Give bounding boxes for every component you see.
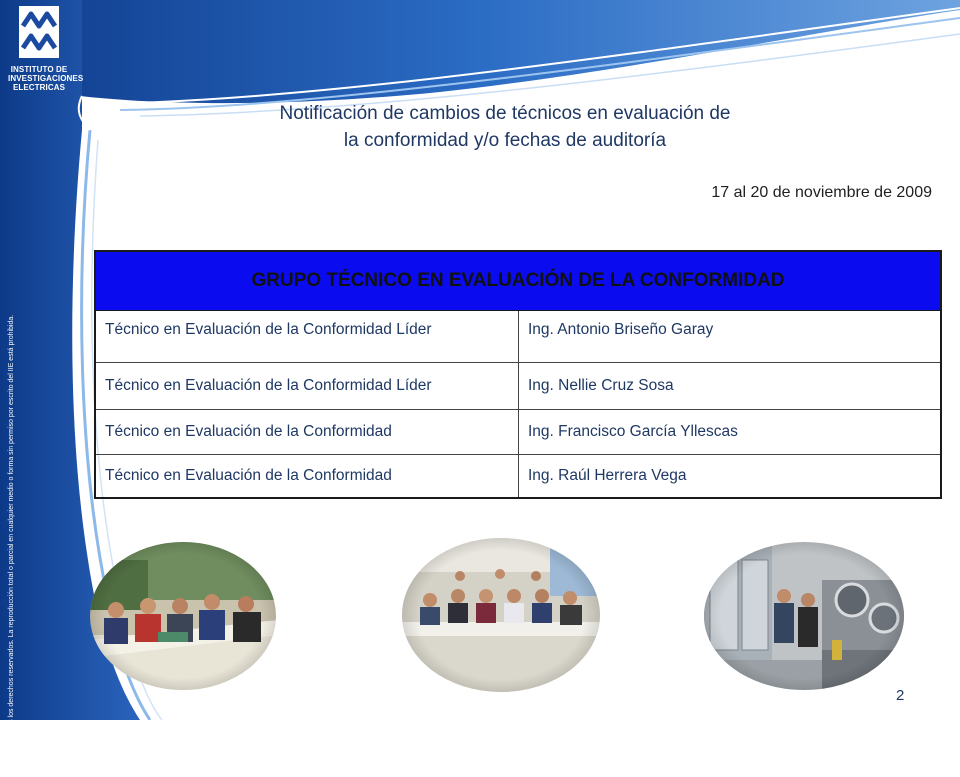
photo-laboratory — [702, 540, 906, 692]
table-header: GRUPO TÉCNICO EN EVALUACIÓN DE LA CONFORMIDAD — [95, 251, 941, 311]
role-cell: Técnico en Evaluación de la Conformidad — [95, 455, 519, 499]
logo-line-1: INSTITUTO DE — [10, 65, 68, 74]
role-cell: Técnico en Evaluación de la Conformidad — [95, 410, 519, 455]
name-cell: Ing. Nellie Cruz Sosa — [519, 363, 942, 410]
photo-meeting-1 — [88, 540, 278, 692]
event-date: 17 al 20 de noviembre de 2009 — [711, 184, 932, 201]
role-cell: Técnico en Evaluación de la Conformidad Líder — [95, 363, 519, 410]
logo-line-2: INVESTIGACIONES — [8, 74, 84, 83]
technical-group-table — [94, 250, 942, 499]
table-row — [95, 363, 941, 410]
table-header-row — [95, 251, 941, 311]
table-row — [95, 410, 941, 455]
role-cell: Técnico en Evaluación de la Conformidad Líder — [95, 311, 519, 363]
iie-logo-icon — [19, 6, 59, 58]
table-row — [95, 455, 941, 499]
name-cell: Ing. Francisco García Yllescas — [519, 410, 942, 455]
page-number: 2 — [896, 687, 905, 704]
table-row — [95, 311, 941, 363]
photo-meeting-2 — [400, 536, 602, 694]
institute-logo — [8, 6, 84, 92]
title-line-1: Notificación de cambios de técnicos en evaluación de — [279, 103, 731, 124]
name-cell: Ing. Antonio Briseño Garay — [519, 311, 942, 363]
slide-title — [180, 100, 830, 154]
logo-line-3: ELECTRICAS — [12, 83, 66, 92]
name-cell: Ing. Raúl Herrera Vega — [519, 455, 942, 499]
title-line-2: la conformidad y/o fechas de auditoría — [343, 130, 667, 151]
copyright-notice: © 2009, IIE. Todos los derechos reservados. La reproducción total o parcial en cualquier medio o forma sin permiso por escrito del IIE está prohibida. — [8, 314, 15, 777]
